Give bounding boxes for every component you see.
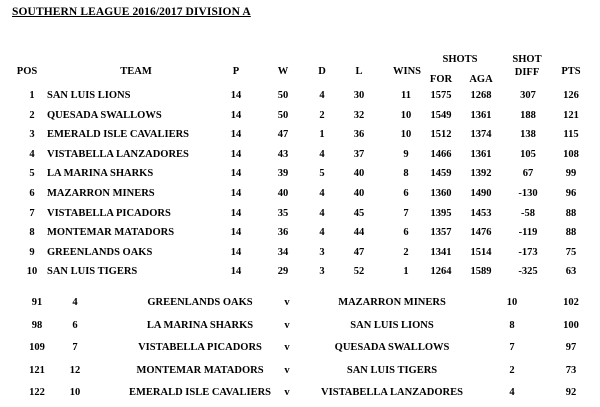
cell-pts: 126: [563, 90, 579, 101]
fixture-vs: v: [284, 297, 290, 308]
cell-diff: 307: [520, 90, 536, 101]
cell-aga: 1476: [470, 227, 492, 239]
fixture-b: 4: [72, 297, 78, 308]
cell-team: GREENLANDS OAKS: [47, 246, 153, 258]
cell-p: 14: [230, 266, 242, 278]
cell-wins: 8: [403, 168, 409, 180]
cell-diff: -325: [518, 266, 538, 278]
header-shots: SHOTS: [442, 54, 478, 65]
fixture-away: MAZARRON MINERS: [338, 297, 446, 308]
fixture-b: 10: [69, 387, 81, 398]
cell-w: 36: [277, 227, 289, 239]
fixture-c: 4: [509, 387, 515, 398]
cell-l: 47: [353, 246, 365, 258]
cell-d: 3: [319, 266, 325, 278]
cell-for: 1360: [430, 188, 452, 199]
cell-aga: 1268: [470, 90, 492, 101]
cell-diff: -58: [521, 207, 535, 219]
cell-team: EMERALD ISLE CAVALIERS: [47, 129, 189, 141]
table-row: [0, 266, 600, 286]
cell-p: 14: [230, 207, 242, 219]
fixture-b: 6: [72, 319, 78, 331]
fixture-row: [0, 297, 600, 317]
table-row: [0, 208, 600, 228]
fixture-d: 92: [565, 387, 577, 398]
cell-p: 14: [230, 227, 242, 239]
cell-p: 14: [230, 168, 242, 180]
cell-team: VISTABELLA LANZADORES: [47, 148, 189, 160]
fixture-home: VISTABELLA PICADORS: [138, 342, 262, 353]
fixture-row: [0, 320, 600, 340]
fixture-a: 122: [29, 387, 45, 398]
cell-d: 4: [319, 148, 325, 160]
cell-pos: 10: [26, 266, 38, 278]
cell-pts: 121: [563, 109, 579, 121]
cell-diff: 138: [520, 129, 536, 141]
fixture-home: LA MARINA SHARKS: [146, 319, 254, 331]
cell-wins: 9: [403, 148, 409, 160]
fixture-c: 8: [509, 319, 515, 331]
cell-wins: 7: [403, 207, 409, 219]
cell-p: 14: [230, 109, 242, 121]
cell-aga: 1374: [470, 129, 492, 141]
cell-aga: 1589: [470, 266, 492, 278]
cell-l: 44: [353, 227, 365, 239]
cell-p: 14: [230, 90, 242, 101]
header-w: W: [277, 66, 289, 77]
cell-l: 40: [353, 168, 365, 180]
cell-pos: 5: [29, 168, 35, 180]
page-title: SOUTHERN LEAGUE 2016/2017 DIVISION A: [12, 6, 251, 18]
cell-diff: -130: [518, 188, 538, 199]
cell-l: 45: [353, 207, 365, 219]
cell-aga: 1361: [470, 148, 492, 160]
table-row: [0, 247, 600, 267]
cell-l: 36: [353, 129, 365, 141]
cell-pos: 3: [29, 129, 35, 141]
header-wins: WINS: [392, 66, 422, 77]
cell-team: SAN LUIS LIONS: [47, 90, 131, 101]
cell-d: 2: [319, 109, 325, 121]
fixture-a: 121: [29, 364, 45, 376]
cell-diff: -173: [518, 246, 538, 258]
cell-team: LA MARINA SHARKS: [47, 168, 154, 180]
fixture-b: 7: [72, 342, 78, 353]
fixture-d: 73: [565, 364, 577, 376]
header-shot-diff-bottom: DIFF: [514, 67, 540, 78]
cell-pts: 88: [565, 207, 577, 219]
cell-l: 40: [353, 188, 365, 199]
cell-d: 4: [319, 188, 325, 199]
cell-d: 4: [319, 90, 325, 101]
fixture-vs: v: [284, 319, 290, 331]
cell-d: 4: [319, 207, 325, 219]
fixture-c: 7: [509, 342, 515, 353]
cell-pos: 1: [29, 90, 35, 101]
fixture-row: [0, 342, 600, 362]
cell-team: SAN LUIS TIGERS: [47, 266, 138, 278]
cell-team: MAZARRON MINERS: [47, 188, 155, 199]
cell-aga: 1361: [470, 109, 492, 121]
fixture-a: 98: [31, 319, 43, 331]
cell-w: 43: [277, 148, 289, 160]
cell-w: 35: [277, 207, 289, 219]
cell-d: 3: [319, 246, 325, 258]
cell-d: 5: [319, 168, 325, 180]
cell-diff: 67: [522, 168, 534, 180]
cell-team: MONTEMAR MATADORS: [47, 227, 175, 239]
cell-pos: 6: [29, 188, 35, 199]
cell-l: 37: [353, 148, 365, 160]
fixture-a: 91: [31, 297, 43, 308]
fixture-home: MONTEMAR MATADORS: [136, 364, 264, 376]
header-l: L: [355, 66, 363, 77]
header-p: P: [232, 66, 240, 77]
cell-pts: 108: [563, 148, 579, 160]
cell-pts: 115: [563, 129, 579, 141]
cell-w: 40: [277, 188, 289, 199]
table-row: [0, 110, 600, 130]
cell-wins: 6: [403, 188, 409, 199]
cell-l: 52: [353, 266, 365, 278]
table-row: [0, 149, 600, 169]
cell-w: 50: [277, 109, 289, 121]
table-row: [0, 227, 600, 247]
cell-w: 39: [277, 168, 289, 180]
cell-l: 30: [353, 90, 365, 101]
cell-for: 1357: [430, 227, 452, 239]
cell-p: 14: [230, 148, 242, 160]
cell-for: 1466: [430, 148, 452, 160]
table-row: [0, 90, 600, 110]
fixture-c: 10: [506, 297, 518, 308]
fixture-row: [0, 365, 600, 385]
fixture-d: 100: [563, 319, 579, 331]
header-pos: POS: [16, 66, 38, 77]
cell-diff: 188: [520, 109, 536, 121]
fixture-home: EMERALD ISLE CAVALIERS: [129, 387, 271, 398]
cell-pos: 9: [29, 246, 35, 258]
header-shot-diff-top: SHOT: [512, 54, 542, 65]
fixture-c: 2: [509, 364, 515, 376]
cell-for: 1459: [430, 168, 452, 180]
fixture-away: QUESADA SWALLOWS: [334, 342, 450, 353]
cell-aga: 1490: [470, 188, 492, 199]
cell-pos: 2: [29, 109, 35, 121]
cell-pos: 8: [29, 227, 35, 239]
fixture-away: SAN LUIS LIONS: [350, 319, 434, 331]
cell-pos: 4: [29, 148, 35, 160]
cell-for: 1395: [430, 207, 452, 219]
cell-wins: 10: [400, 109, 412, 121]
header-aga: AGA: [469, 74, 493, 85]
cell-pts: 96: [565, 188, 577, 199]
cell-wins: 10: [400, 129, 412, 141]
cell-p: 14: [230, 246, 242, 258]
cell-aga: 1392: [470, 168, 492, 180]
cell-w: 47: [277, 129, 289, 141]
cell-diff: 105: [520, 148, 536, 160]
fixture-row: [0, 387, 600, 407]
fixture-vs: v: [284, 364, 290, 376]
table-row: [0, 188, 600, 208]
cell-d: 4: [319, 227, 325, 239]
cell-for: 1264: [430, 266, 452, 278]
cell-aga: 1453: [470, 207, 492, 219]
fixture-vs: v: [284, 342, 290, 353]
fixture-home: GREENLANDS OAKS: [147, 297, 253, 308]
cell-w: 50: [277, 90, 289, 101]
cell-w: 34: [277, 246, 289, 258]
cell-pts: 63: [565, 266, 577, 278]
cell-wins: 1: [403, 266, 409, 278]
cell-team: VISTABELLA PICADORS: [47, 207, 171, 219]
cell-for: 1512: [430, 129, 452, 141]
header-team: TEAM: [120, 66, 152, 77]
fixture-d: 97: [565, 342, 577, 353]
header-pts: PTS: [561, 66, 581, 77]
cell-diff: -119: [518, 227, 538, 239]
cell-pts: 88: [565, 227, 577, 239]
cell-d: 1: [319, 129, 325, 141]
cell-wins: 11: [401, 90, 411, 101]
cell-for: 1549: [430, 109, 452, 121]
cell-wins: 6: [403, 227, 409, 239]
cell-team: QUESADA SWALLOWS: [47, 109, 162, 121]
fixture-a: 109: [29, 342, 45, 353]
cell-pts: 75: [565, 246, 577, 258]
table-row: [0, 129, 600, 149]
cell-aga: 1514: [470, 246, 492, 258]
cell-pos: 7: [29, 207, 35, 219]
fixture-b: 12: [69, 364, 81, 376]
fixture-away: SAN LUIS TIGERS: [346, 364, 438, 376]
cell-p: 14: [230, 129, 242, 141]
fixture-d: 102: [563, 297, 579, 308]
table-row: [0, 168, 600, 188]
header-d: D: [318, 66, 326, 77]
cell-w: 29: [277, 266, 289, 278]
cell-wins: 2: [403, 246, 409, 258]
cell-for: 1575: [430, 90, 452, 101]
cell-pts: 99: [565, 168, 577, 180]
fixture-vs: v: [284, 387, 290, 398]
header-for: FOR: [429, 74, 453, 85]
fixture-away: VISTABELLA LANZADORES: [321, 387, 463, 398]
cell-l: 32: [353, 109, 365, 121]
cell-p: 14: [230, 188, 242, 199]
cell-for: 1341: [430, 246, 452, 258]
